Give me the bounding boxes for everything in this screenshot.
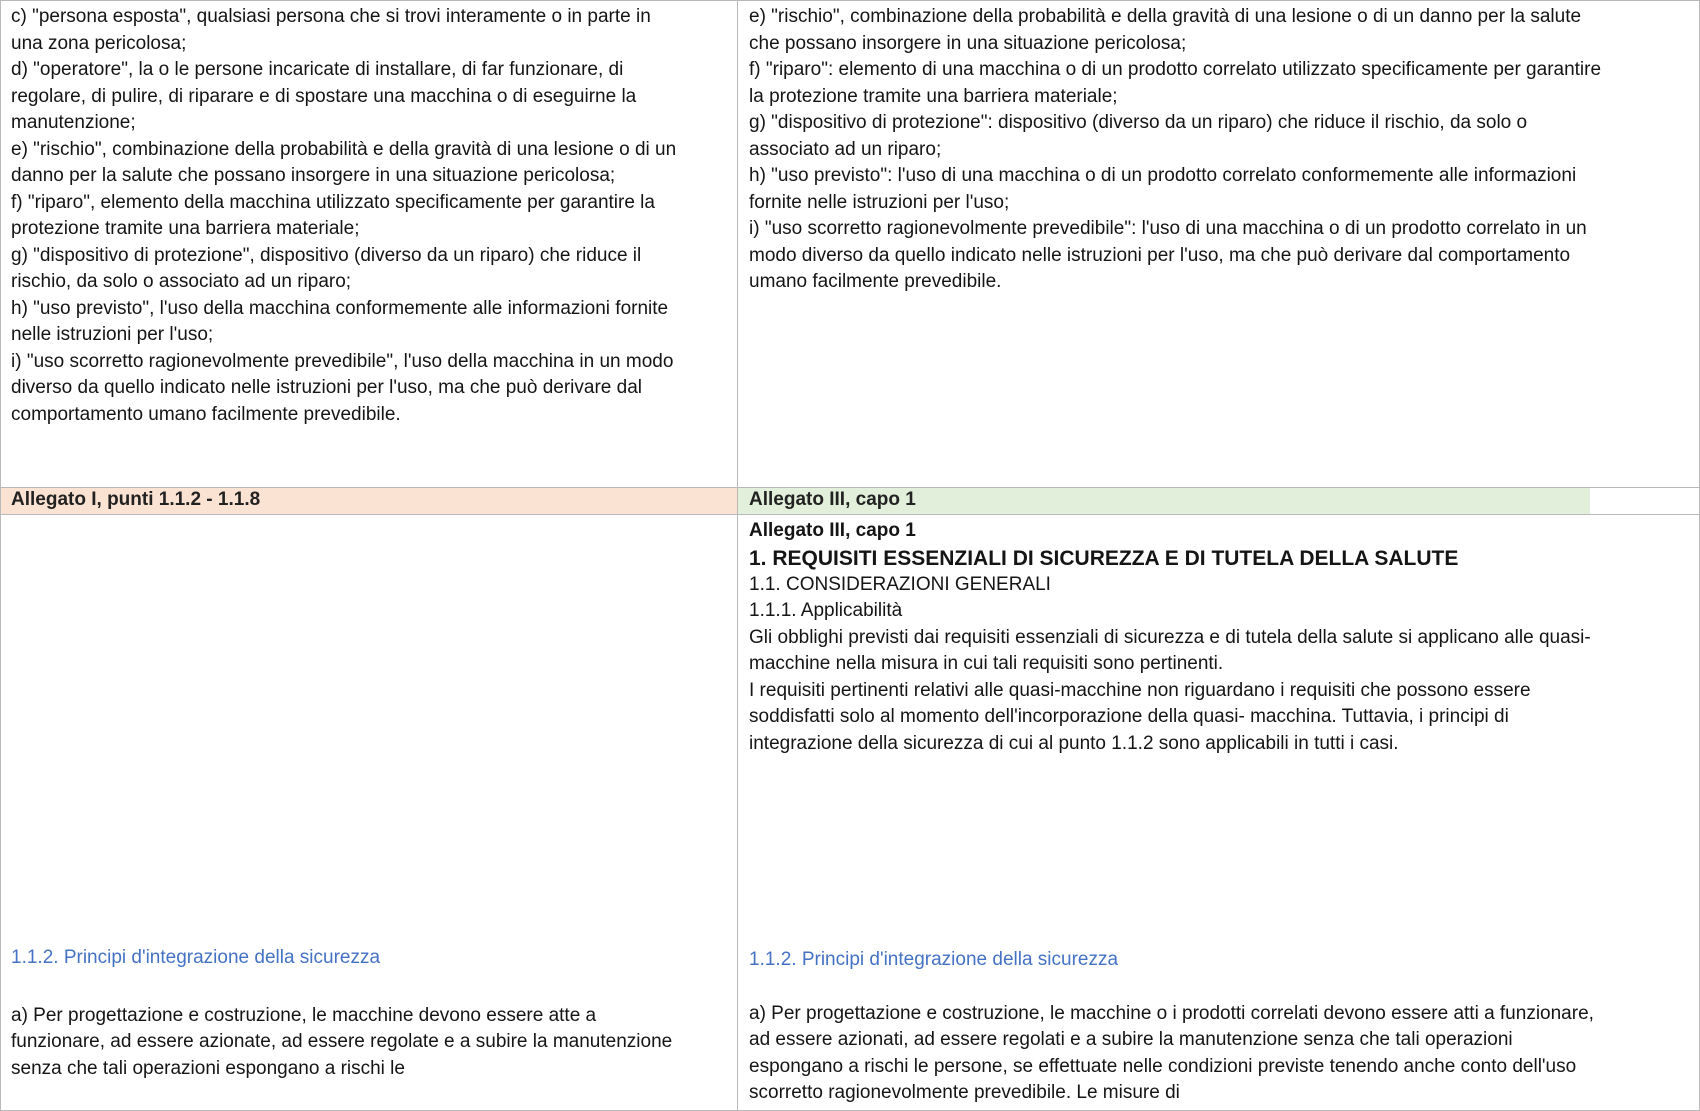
definition-item: g) "dispositivo di protezione": dispositivo (diverso da un riparo) che riduce il rischio, da solo o associato ad un riparo;: [749, 112, 1528, 160]
new-regulation-column: [738, 515, 1699, 1110]
annex-content-row: [1, 515, 1699, 1110]
empty-space: [749, 974, 1609, 1001]
applicability-paragraph: Gli obblighi previsti dai requisiti essenziali di sicurezza e di tutela della salute si applicano alle quasi-macchine nella misura in cui tali requisiti sono pertinenti.: [749, 626, 1591, 674]
empty-space: [11, 972, 682, 1003]
definition-item: c) "persona esposta", qualsiasi persona che si trovi interamente o in parte in una zona pericolosa;: [11, 6, 651, 54]
section-1-1-1-heading: 1.1.1. Applicabilità: [749, 600, 903, 621]
new-regulation-column: [738, 1, 1699, 487]
definition-item: h) "uso previsto", l'uso della macchina conformemente alle informazioni fornite nelle istruzioni per l'uso;: [11, 297, 669, 345]
paragraph-a: a) Per progettazione e costruzione, le macchine devono essere atte a funzionare, ad essere azionate, ad essere regolate e a subire la manutenzione senza che tali operazioni espongano a rischi le: [11, 1004, 673, 1079]
definition-item: e) "rischio", combinazione della probabilità e della gravità di una lesione o di un danno per la salute che possano insorgere in una situazione pericolosa;: [749, 6, 1582, 54]
highlight-gutter: [1590, 488, 1699, 514]
definition-item: d) "operatore", la o le persone incaricate di installare, di far funzionare, di regolare, di pulire, di riparare e di spostare una macchina o di eseguirne la manutenzione;: [11, 59, 637, 133]
definition-item: i) "uso scorretto ragionevolmente prevedibile": l'uso di una macchina o di un prodotto correlato in un modo diverso da quello indicato nelle istruzioni per l'uso, ma che può derivare dal comportamento umano facilmente prevedibile.: [749, 218, 1587, 292]
definitions-row: [1, 1, 1699, 487]
empty-space: [11, 518, 682, 945]
old-directive-column: [1, 1, 738, 487]
definition-item: g) "dispositivo di protezione", dispositivo (diverso da un riparo) che riduce il rischio, da solo o associato ad un riparo;: [11, 244, 642, 292]
definition-item: e) "rischio", combinazione della probabilità e della gravità di una lesione o di un danno per la salute che possano insorgere in una situazione pericolosa;: [11, 138, 677, 186]
annex-reference-row: [1, 487, 1699, 515]
section-1-1-2-link[interactable]: 1.1.2. Principi d'integrazione della sicurezza: [749, 949, 1119, 970]
section-1-1-2-link[interactable]: 1.1.2. Principi d'integrazione della sicurezza: [11, 947, 381, 968]
definition-item: h) "uso previsto": l'uso di una macchina o di un prodotto correlato conformemente alle informazioni fornite nelle istruzioni per l'uso;: [749, 165, 1577, 213]
paragraph-a: a) Per progettazione e costruzione, le macchine o i prodotti correlati devono essere atti a funzionare, ad essere azionati, ad essere regolati e a subire la manutenzione senza che tali operazioni espongano a rischi le persone, se effettuate nelle condizioni previste tenendo anche conto dell'uso scorretto ragionevolmente prevedibile. Le misure di: [749, 1002, 1594, 1103]
chapter-1-heading: 1. REQUISITI ESSENZIALI DI SICUREZZA E DI TUTELA DELLA SALUTE: [749, 546, 1459, 570]
section-1-1-heading: 1.1. CONSIDERAZIONI GENERALI: [749, 573, 1051, 595]
old-directive-column: [1, 515, 738, 1110]
annex-ref-old: Allegato I, punti 1.1.2 - 1.1.8: [1, 488, 738, 514]
applicability-paragraph: I requisiti pertinenti relativi alle quasi-macchine non riguardano i requisiti che possono essere soddisfatti solo al momento dell'incorporazione della quasi- macchina. Tuttavia, i principi di integrazione della sicurezza di cui al punto 1.1.2 sono applicabili in tutti i casi.: [749, 679, 1531, 754]
annex-ref-new: Allegato III, capo 1: [738, 488, 1590, 514]
empty-space: [749, 757, 1609, 947]
annex-title: Allegato III, capo 1: [749, 520, 916, 541]
definition-item: i) "uso scorretto ragionevolmente prevedibile", l'uso della macchina in un modo diverso da quello indicato nelle istruzioni per l'uso, ma che può derivare dal comportamento umano facilmente prevedibile.: [11, 350, 674, 425]
definition-item: f) "riparo": elemento di una macchina o di un prodotto correlato utilizzato specificamente per garantire la protezione tramite una barriera materiale;: [749, 59, 1602, 107]
definition-item: f) "riparo", elemento della macchina utilizzato specificamente per garantire la protezione tramite una barriera materiale;: [11, 191, 655, 239]
